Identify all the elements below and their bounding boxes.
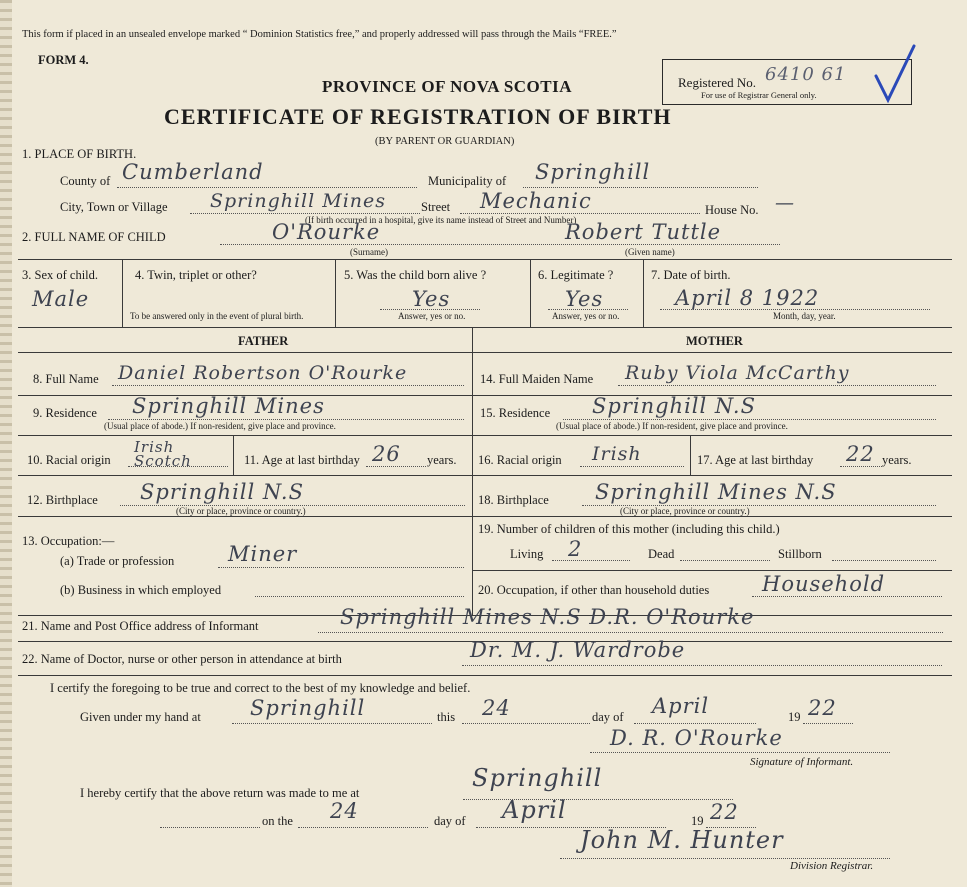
registered-number: 6410 61 — [765, 64, 847, 85]
child-name-label: 2. FULL NAME OF CHILD — [22, 230, 166, 244]
given-caption: (Given name) — [625, 247, 675, 257]
mother-residence-note: (Usual place of abode.) If non-resident, give place and province. — [556, 421, 788, 431]
county-label: County of — [60, 174, 111, 188]
sex-value: Male — [32, 287, 90, 311]
father-age-value: 26 — [372, 442, 401, 466]
street-value: Mechanic — [480, 189, 592, 213]
mother-age-value: 22 — [846, 442, 875, 466]
given-label: Given under my hand at — [80, 710, 201, 724]
father-heading: FATHER — [238, 334, 289, 348]
mother-name-value: Ruby Viola McCarthy — [625, 362, 850, 384]
father-birthplace-value: Springhill N.S — [140, 480, 304, 504]
on-the-label: on the — [262, 814, 293, 828]
municipality-value: Springhill — [535, 160, 651, 184]
registrar-statement: I hereby certify that the above return was made to me at — [80, 786, 360, 800]
legitimate-value: Yes — [565, 287, 604, 311]
check-mark-icon — [872, 42, 918, 104]
occupation-heading: 13. Occupation:— — [22, 534, 115, 548]
child-surname-value: O'Rourke — [272, 220, 381, 244]
birth-date-label: 7. Date of birth. — [651, 268, 731, 282]
father-racial-label: 10. Racial origin — [27, 453, 111, 467]
province-title: PROVINCE OF NOVA SCOTIA — [322, 77, 573, 96]
trade-label: (a) Trade or profession — [60, 554, 175, 568]
mother-occupation-label: 20. Occupation, if other than household duties — [478, 583, 710, 597]
municipality-label: Municipality of — [428, 174, 507, 188]
mother-heading: MOTHER — [686, 334, 743, 348]
certify-year-value: 22 — [808, 696, 837, 720]
father-racial-value: Irish Scotch — [134, 438, 192, 470]
informant-value: Springhill Mines N.S D.R. O'Rourke — [340, 605, 755, 629]
business-label: (b) Business in which employed — [60, 583, 222, 597]
trade-value: Miner — [228, 542, 298, 566]
registrar-day-label: day of — [434, 814, 466, 828]
father-birthplace-note: (City or place, province or country.) — [176, 506, 306, 516]
this-label: this — [437, 710, 456, 724]
registrar-general-note: For use of Registrar General only. — [701, 90, 817, 100]
father-residence-value: Springhill Mines — [132, 394, 325, 418]
living-label: Living — [510, 547, 544, 561]
registrar-place-value: Springhill — [472, 764, 603, 792]
certify-day-value: 24 — [482, 696, 511, 720]
father-name-value: Daniel Robertson O'Rourke — [118, 362, 408, 384]
registrar-signature-caption: Division Registrar. — [790, 860, 874, 872]
registrar-day-value: 24 — [330, 799, 359, 823]
surname-caption: (Surname) — [350, 247, 388, 257]
alive-label: 5. Was the child born alive ? — [344, 268, 487, 282]
legitimate-label: 6. Legitimate ? — [538, 268, 614, 282]
doctor-value: Dr. M. J. Wardrobe — [470, 638, 686, 662]
mother-name-label: 14. Full Maiden Name — [480, 372, 594, 386]
county-value: Cumberland — [122, 160, 264, 184]
certificate-title: CERTIFICATE OF REGISTRATION OF BIRTH — [164, 104, 672, 129]
street-label: Street — [421, 200, 451, 214]
certificate-subtitle: (BY PARENT OR GUARDIAN) — [375, 136, 515, 147]
mother-birthplace-note: (City or place, province or country.) — [620, 506, 750, 516]
mother-birthplace-value: Springhill Mines N.S — [595, 480, 837, 504]
mother-racial-value: Irish — [592, 443, 642, 465]
mother-years-label: years. — [882, 453, 912, 467]
doctor-label: 22. Name of Doctor, nurse or other person in attendance at birth — [22, 652, 342, 666]
place-of-birth-heading: 1. PLACE OF BIRTH. — [22, 147, 137, 161]
dead-label: Dead — [648, 547, 675, 561]
father-age-label: 11. Age at last birthday — [244, 453, 360, 467]
registrar-year-value: 22 — [710, 800, 739, 824]
father-name-label: 8. Full Name — [33, 372, 99, 386]
house-value: — — [775, 192, 795, 214]
sex-label: 3. Sex of child. — [22, 268, 99, 282]
certify-year-prefix: 19 — [788, 710, 801, 724]
informant-signature-caption: Signature of Informant. — [750, 756, 854, 768]
registrar-month-value: April — [502, 796, 567, 824]
certify-statement: I certify the foregoing to be true and correct to the best of my knowledge and belief. — [50, 681, 471, 695]
father-years-label: years. — [427, 453, 457, 467]
informant-label: 21. Name and Post Office address of Informant — [22, 619, 259, 633]
alive-note: Answer, yes or no. — [398, 311, 466, 321]
certify-month-value: April — [652, 694, 710, 718]
form-number: FORM 4. — [38, 53, 89, 67]
mother-residence-value: Springhill N.S — [592, 394, 756, 418]
city-label: City, Town or Village — [60, 200, 168, 214]
city-value: Springhill Mines — [210, 190, 387, 212]
child-given-value: Robert Tuttle — [565, 220, 722, 244]
father-residence-note: (Usual place of abode.) If non-resident, give place and province. — [104, 421, 336, 431]
binding-edge — [0, 0, 12, 887]
mother-age-label: 17. Age at last birthday — [697, 453, 814, 467]
mother-occupation-value: Household — [762, 572, 886, 596]
postal-notice: This form if placed in an unsealed envelope marked “ Dominion Statistics free,” and properly addressed will pass through the Mails “FREE.” — [22, 29, 617, 40]
twin-note: To be answered only in the event of plural birth. — [130, 311, 304, 321]
registrar-signature: John M. Hunter — [580, 826, 784, 854]
father-residence-label: 9. Residence — [33, 406, 97, 420]
alive-value: Yes — [412, 287, 451, 311]
hospital-note: (If birth occurred in a hospital, give its name instead of Street and Number) — [305, 215, 577, 225]
birth-date-note: Month, day, year. — [773, 311, 836, 321]
mother-residence-label: 15. Residence — [480, 406, 551, 420]
children-label: 19. Number of children of this mother (including this child.) — [478, 522, 780, 536]
certify-day-label: day of — [592, 710, 624, 724]
given-place-value: Springhill — [250, 696, 366, 720]
living-value: 2 — [568, 537, 583, 561]
mother-racial-label: 16. Racial origin — [478, 453, 562, 467]
twin-label: 4. Twin, triplet or other? — [135, 268, 257, 282]
house-label: House No. — [705, 203, 759, 217]
informant-signature: D. R. O'Rourke — [610, 726, 783, 750]
stillborn-label: Stillborn — [778, 547, 822, 561]
registered-label: Registered No. — [678, 75, 756, 90]
birth-date-value: April 8 1922 — [675, 286, 820, 310]
legitimate-note: Answer, yes or no. — [552, 311, 620, 321]
father-birthplace-label: 12. Birthplace — [27, 493, 98, 507]
mother-birthplace-label: 18. Birthplace — [478, 493, 549, 507]
registrar-year-prefix: 19 — [691, 814, 704, 828]
